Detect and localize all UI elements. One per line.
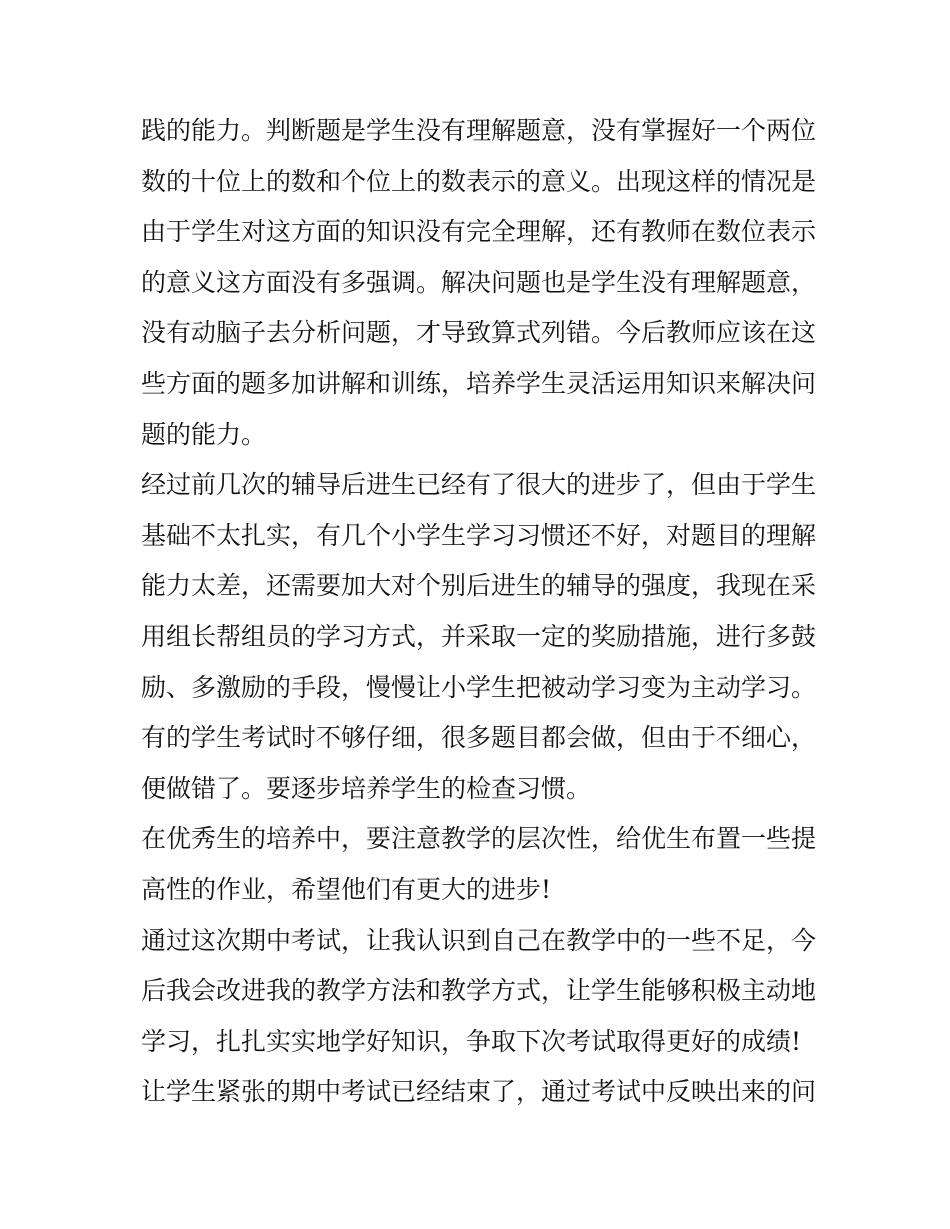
text-line: 题的能力。 <box>141 419 267 449</box>
text-line: 经过前几次的辅导后进生已经有了很大的进步了，但由于学生 <box>141 470 817 500</box>
text-line: 些方面的题多加讲解和训练，培养学生灵活运用知识来解决问 <box>141 368 817 398</box>
text-line: 由于学生对这方面的知识没有完全理解，还有教师在数位表示 <box>141 217 817 247</box>
text-line: 让学生紧张的期中考试已经结束了，通过考试中反映出来的问 <box>141 1077 817 1107</box>
text-line: 励、多激励的手段，慢慢让小学生把被动学习变为主动学习。 <box>141 672 817 702</box>
text-line: 数的十位上的数和个位上的数表示的意义。出现这样的情况是 <box>141 166 817 196</box>
document-body <box>141 106 817 1118</box>
text-line: 基础不太扎实，有几个小学生学习习惯还不好，对题目的理解 <box>141 520 817 550</box>
text-line: 有的学生考试时不够仔细，很多题目都会做，但由于不细心， <box>141 723 817 753</box>
text-line: 用组长帮组员的学习方式，并采取一定的奖励措施，进行多鼓 <box>141 621 817 651</box>
text-line: 践的能力。判断题是学生没有理解题意，没有掌握好一个两位 <box>141 116 817 145</box>
text-line: 后我会改进我的教学方法和教学方式，让学生能够积极主动地 <box>141 976 817 1006</box>
text-line: 在优秀生的培养中，要注意教学的层次性，给优生布置一些提 <box>141 824 817 854</box>
text-line: 能力太差，还需要加大对个别后进生的辅导的强度，我现在采 <box>141 571 817 601</box>
text-line: 高性的作业，希望他们有更大的进步! <box>141 874 552 904</box>
text-line: 没有动脑子去分析问题，才导致算式列错。今后教师应该在这 <box>141 318 817 348</box>
text-line: 通过这次期中考试，让我认识到自己在教学中的一些不足，今 <box>141 925 817 955</box>
text-line: 学习，扎扎实实地学好知识，争取下次考试取得更好的成绩! <box>141 1026 802 1056</box>
text-line: 的意义这方面没有多强调。解决问题也是学生没有理解题意， <box>141 267 817 297</box>
text-line: 便做错了。要逐步培养学生的检查习惯。 <box>141 773 592 803</box>
